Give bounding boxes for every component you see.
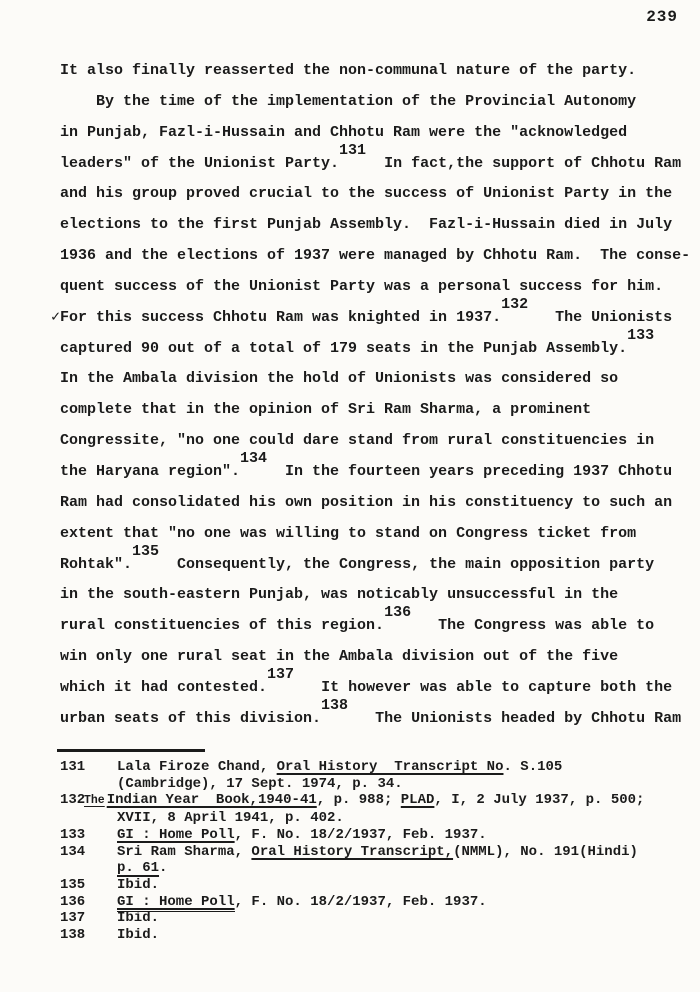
body-line bbox=[60, 141, 694, 180]
text-run: Ibid. bbox=[117, 876, 160, 893]
body-line bbox=[60, 272, 694, 303]
footnote-text bbox=[84, 792, 645, 810]
body-line bbox=[60, 426, 694, 457]
body-line bbox=[60, 580, 694, 611]
text-run: (NMML), No. 191(Hindi) bbox=[453, 843, 638, 860]
text-run: the Haryana region". bbox=[60, 462, 241, 480]
text-run: For this success Chhotu Ram was knighted in 1937. bbox=[60, 308, 502, 326]
text-run: quent success of the Unionist Party was a personal success for him. bbox=[60, 277, 664, 295]
footnote-row bbox=[60, 927, 696, 944]
footnote-text bbox=[117, 844, 638, 861]
check-mark: ✓ bbox=[51, 308, 61, 326]
footnote-ref: 135 bbox=[132, 542, 160, 560]
body-line bbox=[60, 210, 694, 241]
underlined-citation: Oral History Transcript, bbox=[251, 843, 454, 860]
underlined-citation: Oral History Transcript No bbox=[276, 759, 504, 775]
footnote-ref: 138 bbox=[321, 696, 349, 714]
text-run: complete that in the opinion of Sri Ram Sharma, a prominent bbox=[60, 401, 592, 419]
footnote-ref: 132 bbox=[501, 295, 529, 313]
text-run: and his group proved crucial to the success of Unionist Party in the bbox=[60, 185, 673, 203]
body-line bbox=[60, 56, 694, 87]
text-run: , I, 2 July 1937, p. 500; bbox=[434, 792, 645, 809]
footnote-ref: 131 bbox=[339, 141, 367, 159]
text-run: It however was able to capture both the bbox=[294, 678, 673, 696]
text-run: , p. 988; bbox=[316, 792, 401, 809]
body-line bbox=[60, 87, 694, 118]
footnote-number: 138 bbox=[60, 927, 86, 944]
body-line bbox=[60, 542, 694, 581]
text-run: , F. No. 18/2/1937, Feb. 1937. bbox=[234, 826, 487, 843]
footnote-text bbox=[117, 894, 487, 911]
text-run: By the time of the implementation of the Provincial Autonomy bbox=[60, 92, 637, 110]
body-line bbox=[60, 449, 694, 488]
text-run: elections to the first Punjab Assembly. Fazl-i-Hussain died in July bbox=[60, 216, 673, 234]
footnote-number: 135 bbox=[60, 876, 86, 893]
footnote-number bbox=[60, 810, 117, 827]
text-run: in Punjab, Fazl-i-Hussain and Chhotu Ram were the "acknowledged bbox=[60, 123, 628, 141]
body-line bbox=[60, 364, 694, 395]
text-run: rural constituencies of this region. bbox=[60, 617, 385, 635]
text-run: (Cambridge), 17 Sept. 1974, p. 34. bbox=[117, 775, 403, 792]
footnote-row bbox=[60, 860, 696, 877]
text-run: In the fourteen years preceding 1937 Chhotu bbox=[267, 462, 673, 480]
footnote-row bbox=[60, 759, 696, 776]
footnote-row bbox=[60, 894, 696, 911]
text-run: In fact,the support of Chhotu Ram bbox=[366, 154, 682, 172]
body-line bbox=[60, 395, 694, 426]
footnote-number: 131 bbox=[60, 759, 86, 775]
footnotes bbox=[60, 759, 696, 944]
body-line bbox=[60, 179, 694, 210]
footnote-row bbox=[60, 877, 696, 894]
footnote-row bbox=[60, 844, 696, 861]
body-line bbox=[60, 326, 694, 365]
text-run: extent that "no one was willing to stand on Congress ticket from bbox=[60, 524, 637, 542]
body-line bbox=[60, 642, 694, 673]
underlined-citation: The bbox=[84, 794, 105, 808]
footnote-text bbox=[117, 827, 487, 844]
underlined-citation: GI : Home Poll bbox=[117, 894, 235, 913]
footnote-text bbox=[117, 877, 159, 894]
footnote-number: 136 bbox=[60, 893, 86, 910]
footnote-text bbox=[117, 860, 167, 877]
page-number: 239 bbox=[646, 8, 678, 26]
text-run: in the south-eastern Punjab, was noticably unsuccessful in the bbox=[60, 586, 619, 604]
text-run: . S.105 bbox=[503, 759, 563, 775]
text-run: Consequently, the Congress, the main opposition party bbox=[159, 555, 655, 573]
text-run: leaders" of the Unionist Party. bbox=[60, 154, 340, 172]
body-line bbox=[60, 488, 694, 519]
footnote-row bbox=[60, 810, 696, 827]
footnote-number: 133 bbox=[60, 826, 86, 843]
footnote-ref: 136 bbox=[384, 604, 412, 622]
footnote-text bbox=[117, 910, 159, 927]
text-run: Sri Ram Sharma, bbox=[117, 843, 252, 860]
underlined-citation: PLAD bbox=[400, 792, 435, 809]
footnote-ref: 134 bbox=[240, 449, 268, 467]
text-run: Ram had consolidated his own position in his constituency to such an bbox=[60, 493, 673, 511]
text-run: It also finally reasserted the non-communal nature of the party. bbox=[60, 62, 637, 79]
footnote-number: 137 bbox=[60, 910, 86, 927]
footnote-text bbox=[117, 810, 344, 827]
footnote-separator bbox=[57, 749, 205, 752]
footnote-row bbox=[60, 792, 696, 810]
body-line bbox=[60, 241, 694, 272]
body-line bbox=[51, 295, 694, 334]
footnote-ref: 133 bbox=[627, 326, 655, 344]
underlined-citation: Indian Year Book,1940-41 bbox=[106, 792, 317, 809]
footnote-text bbox=[117, 927, 159, 944]
text-run: Lala Firoze Chand, bbox=[117, 759, 277, 775]
footnote-row bbox=[60, 910, 696, 927]
text-run: which it had contested. bbox=[60, 678, 268, 696]
body-line bbox=[60, 665, 694, 704]
footnote-number: 132 bbox=[60, 792, 86, 809]
body-text bbox=[51, 56, 694, 735]
body-line bbox=[60, 696, 694, 735]
text-run: The Congress was able to bbox=[411, 617, 655, 635]
footnote-row bbox=[60, 827, 696, 844]
text-run: win only one rural seat in the Ambala division out of the five bbox=[60, 648, 619, 666]
text-run: 1936 and the elections of 1937 were managed by Chhotu Ram. The conse- bbox=[60, 247, 691, 265]
footnote-text bbox=[117, 759, 562, 776]
text-run: Rohtak". bbox=[60, 555, 133, 573]
text-run: Congressite, "no one could dare stand from rural constituencies in bbox=[60, 432, 655, 450]
text-run: urban seats of this division. bbox=[60, 709, 322, 727]
underlined-citation: GI : Home Poll bbox=[117, 826, 235, 843]
text-run: Ibid. bbox=[117, 927, 160, 944]
text-run: captured 90 out of a total of 179 seats in the Punjab Assembly. bbox=[60, 339, 628, 357]
text-run: , F. No. 18/2/1937, Feb. 1937. bbox=[234, 893, 487, 910]
text-run: Ibid. bbox=[117, 910, 160, 927]
text-run: The Unionists bbox=[528, 308, 673, 326]
footnote-number: 134 bbox=[60, 843, 86, 860]
footnote-ref: 137 bbox=[267, 665, 295, 683]
footnote-number bbox=[60, 776, 117, 793]
body-line bbox=[60, 604, 694, 642]
footnote-row bbox=[60, 776, 696, 793]
text-run: p. 61. bbox=[117, 860, 168, 877]
text-run: XVII, 8 April 1941, p. 402. bbox=[117, 810, 344, 827]
footnote-text bbox=[117, 776, 403, 793]
body-line bbox=[60, 118, 694, 149]
text-run: In the Ambala division the hold of Unionists was considered so bbox=[60, 370, 619, 388]
text-run: The Unionists headed by Chhotu Ram bbox=[348, 709, 682, 727]
footnote-number bbox=[60, 860, 117, 877]
